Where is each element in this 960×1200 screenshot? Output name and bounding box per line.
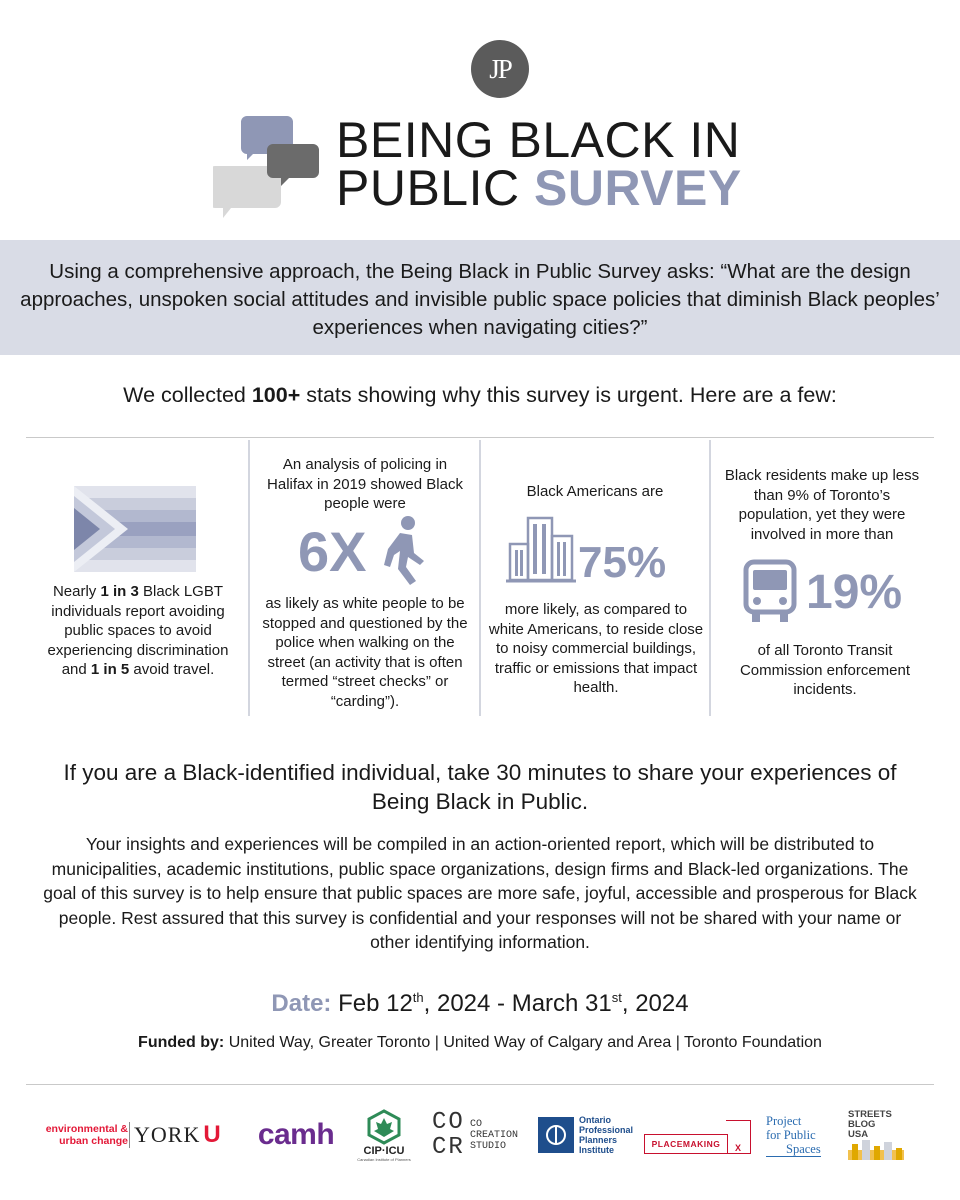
flag-icon [74,486,196,572]
cip-icu-logo: CIP·ICU Canadian Institute of Planners [356,1105,412,1165]
stat-toronto-detail: of all Toronto Transit Commission enforcement incidents. [739,642,911,698]
divider [26,437,934,438]
speech-bubbles-icon [213,112,323,222]
stat-americans-number: 75% [578,538,667,587]
streetsblog-skyline-icon [848,1140,904,1160]
stat-halifax-number: 6X [298,520,367,583]
buildings-icon [506,514,576,584]
funded-by: Funded by: United Way, Greater Toronto | United Way of Calgary and Area | Toronto Foundation [138,1034,822,1051]
stats-headline: We collected 100+ stats showing why this survey is urgent. Here are a few: [123,383,837,407]
title-line-2: PUBLIC SURVEY [336,160,742,216]
placemaking-x-logo: PLACEMAKING X [644,1120,754,1154]
stat-lgbt-text: Nearly 1 in 3 Black LGBT individuals report avoiding public spaces to avoid experiencing discrimination and 1 in 5 avoid travel. [47,583,229,678]
stat-halifax-intro: An analysis of policing in Halifax in 2019 showed Black people were [267,456,463,512]
stat-americans-intro: Black Americans are [526,483,664,500]
column-divider [248,440,250,716]
divider [26,1084,934,1085]
jp-logo: JP [471,40,529,98]
column-divider [709,440,711,716]
camh-logo: camh [257,1118,335,1151]
date-label: Date: [271,990,332,1017]
bus-icon [742,558,798,624]
stat-toronto-number: 19% [806,566,903,619]
stat-toronto-intro: Black residents make up less than 9% of Toronto’s population, yet they were involved in more than [724,467,920,543]
title-accent: SURVEY [534,160,742,216]
date-line: Date: Feb 12th, 2024 - March 31st, 2024 [271,990,689,1017]
project-for-public-spaces-logo: Project for Public Spaces [766,1113,821,1156]
environmental-urban-change-logo: environmental & urban change [45,1123,128,1147]
stat-americans-detail: more likely, as compared to white Americans, to reside close to noisy commercial buildings, traffic or emissions that impact health. [488,601,704,696]
title-line-1: BEING BLACK IN [336,112,741,168]
intro-text: Using a comprehensive approach, the Being Black in Public Survey asks: “What are the design approaches, unspoken social attitudes and invisible public space policies that diminish Black peoples’ experiences when navigating cities?” [20,260,940,339]
stat-halifax-detail: as likely as white people to be stopped and questioned by the police when walking on the street (an activity that is often termed “street checks” or “carding”). [262,595,468,710]
co-creation-studio-logo: CO CR CO CREATION STUDIO [432,1109,519,1161]
york-logo: YORK U [134,1121,221,1148]
body-text: Your insights and experiences will be compiled in an action-oriented report, which will be distributed to municipalities, academic institutions, public space organizations, design firms and Black-led organizations. The goal of this survey is to help ensure that public spaces are more safe, joyful, accessible and prosperous for Black people. Rest assured that this survey is confidential and your responses will not be shared with your name or other identifying information. [43,834,917,952]
divider [129,1122,130,1148]
streetsblog-usa-logo: STREETS BLOG USA [848,1105,908,1165]
call-to-action: If you are a Black-identified individual, take 30 minutes to share your experiences of Being Black in Public. [63,760,897,814]
walking-person-icon [378,515,428,585]
column-divider [479,440,481,716]
cip-leaf-icon [366,1109,402,1145]
oppi-mark-icon [538,1117,574,1153]
oppi-logo: Ontario Professional Planners Institute [538,1105,634,1165]
